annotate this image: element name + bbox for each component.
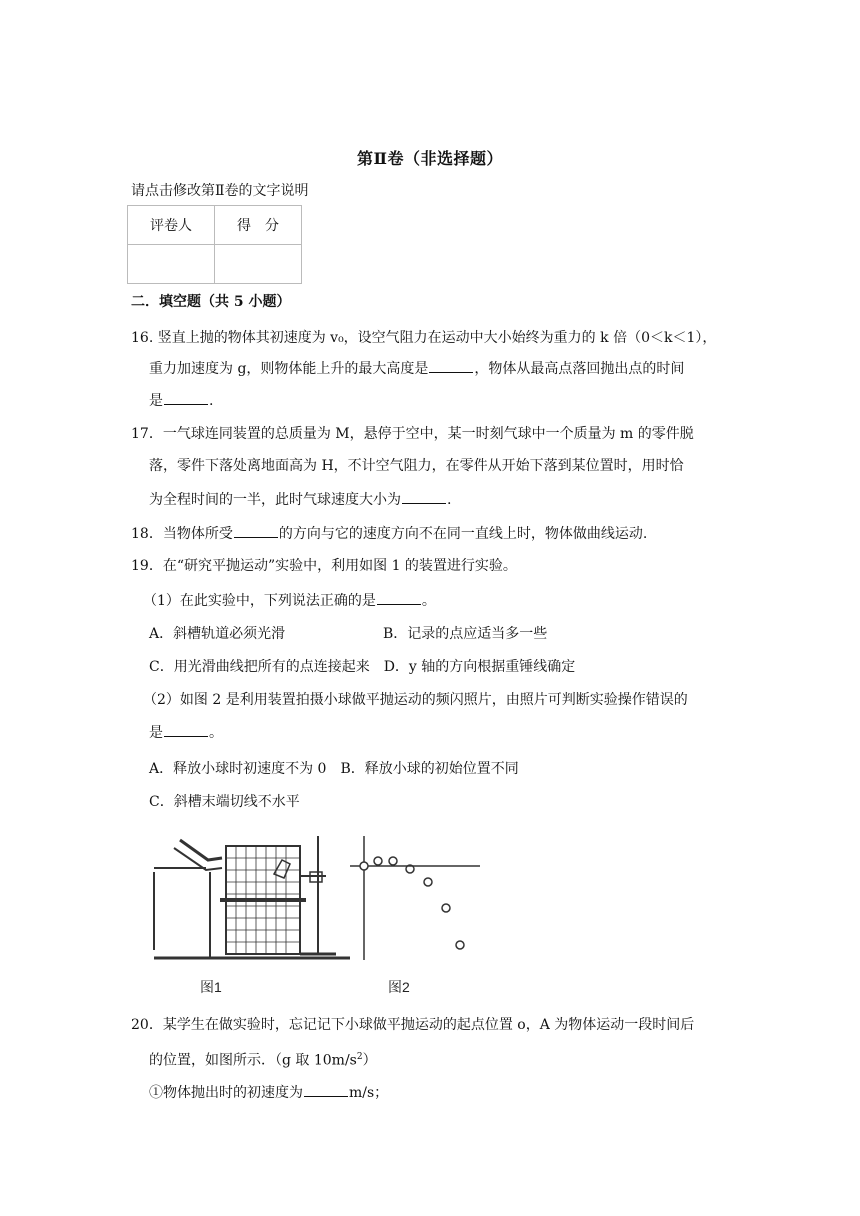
experiment-figures [150,830,490,1000]
q17-line1: 17．一气球连同装置的总质量为 M，悬停于空中，某一时刻气球中一个质量为 m 的零件脱 [131,426,694,442]
q20-text-a: 的位置，如图所示．（g 取 10m/s [149,1052,357,1069]
q19-option2-ab: A．释放小球时初速度不为 0 B．释放小球的初始位置不同 [149,761,519,777]
score-cell[interactable] [215,245,302,284]
grader-header: 评卷人 [128,206,215,245]
q20-text-c: ①物体抛出时的初速度为 [149,1085,303,1101]
q19-blank-part2[interactable] [164,722,208,737]
score-header: 得 分 [215,206,302,245]
q16-text-c: 是 [149,393,163,409]
q19-option-b: B．记录的点应适当多一些 [383,626,548,642]
figure1-caption: 图1 [200,979,222,995]
q19-part1-text: （1）在此实验中，下列说法正确的是 [143,593,376,609]
q19-part2: （2）如图 2 是利用装置拍摄小球做平抛运动的频闪照片，由照片可判断实验操作错误的 [143,692,688,708]
figure1-apparatus [154,836,350,958]
q16-blank-height[interactable] [429,358,473,373]
q18-text-a: 18．当物体所受 [131,526,233,542]
q18-line [131,523,647,544]
q19-blank-part1[interactable] [377,590,421,605]
score-table [127,205,302,284]
q17-text-b: . [447,492,452,508]
q20-blank-velocity[interactable] [304,1082,348,1097]
q20-text-d: m/s； [349,1085,389,1101]
q20-superscript: 2 [356,1052,363,1062]
figure2-photo [350,836,480,960]
q19-part2-text: 是 [149,725,163,741]
edit-note[interactable]: 请点击修改第Ⅱ卷的文字说明 [131,183,309,199]
q17-line3 [149,489,451,510]
q16-line1: 16. 竖直上抛的物体其初速度为 v₀，设空气阻力在运动中大小始终为重力的 k 倍（0＜k＜1）， [131,330,717,346]
q19-part1-end: 。 [421,593,436,609]
q16-line3 [149,390,213,411]
q16-text-b: ，物体从最高点落回抛出点的时间 [474,361,685,377]
q19-option2-c: C．斜槽末端切线不水平 [149,794,300,810]
q17-text-a: 为全程时间的一半，此时气球速度大小为 [149,492,401,508]
q19-part2-end: 。 [209,725,223,741]
q19-option-a: A．斜槽轨道必须光滑 [149,626,286,642]
q17-blank-speed[interactable] [402,489,446,504]
grader-cell[interactable] [128,245,215,284]
q17-line2: 落，零件下落处离地面高为 H，不计空气阻力，在零件从开始下落到某位置时，用时恰 [149,458,684,474]
figure2-caption: 图2 [388,979,410,995]
q16-text-a: 重力加速度为 g，则物体能上升的最大高度是 [149,361,429,377]
q18-blank-force[interactable] [234,523,278,538]
q19-line1: 19．在“研究平抛运动”实验中，利用如图 1 的装置进行实验。 [131,558,517,574]
q19-part1 [143,590,436,611]
section-heading: 二．填空题（共 5 小题） [131,294,291,310]
q19-part2-line2 [149,722,223,743]
q16-blank-time[interactable] [164,390,208,405]
q20-line1: 20．某学生在做实验时，忘记记下小球做平抛运动的起点位置 o，A 为物体运动一段时间后 [131,1017,695,1033]
q20-line3 [149,1082,388,1103]
q16-line2 [149,358,684,379]
q20-line2 [149,1047,377,1071]
q19-option-cd: C．用光滑曲线把所有的点连接起来 D．y 轴的方向根据重锤线确定 [149,659,576,675]
q20-text-b: ） [362,1052,377,1069]
q18-text-b: 的方向与它的速度方向不在同一直线上时，物体做曲线运动. [278,526,648,542]
q16-text-d: . [209,393,214,409]
page-title: 第Ⅱ卷（非选择题） [357,149,503,168]
